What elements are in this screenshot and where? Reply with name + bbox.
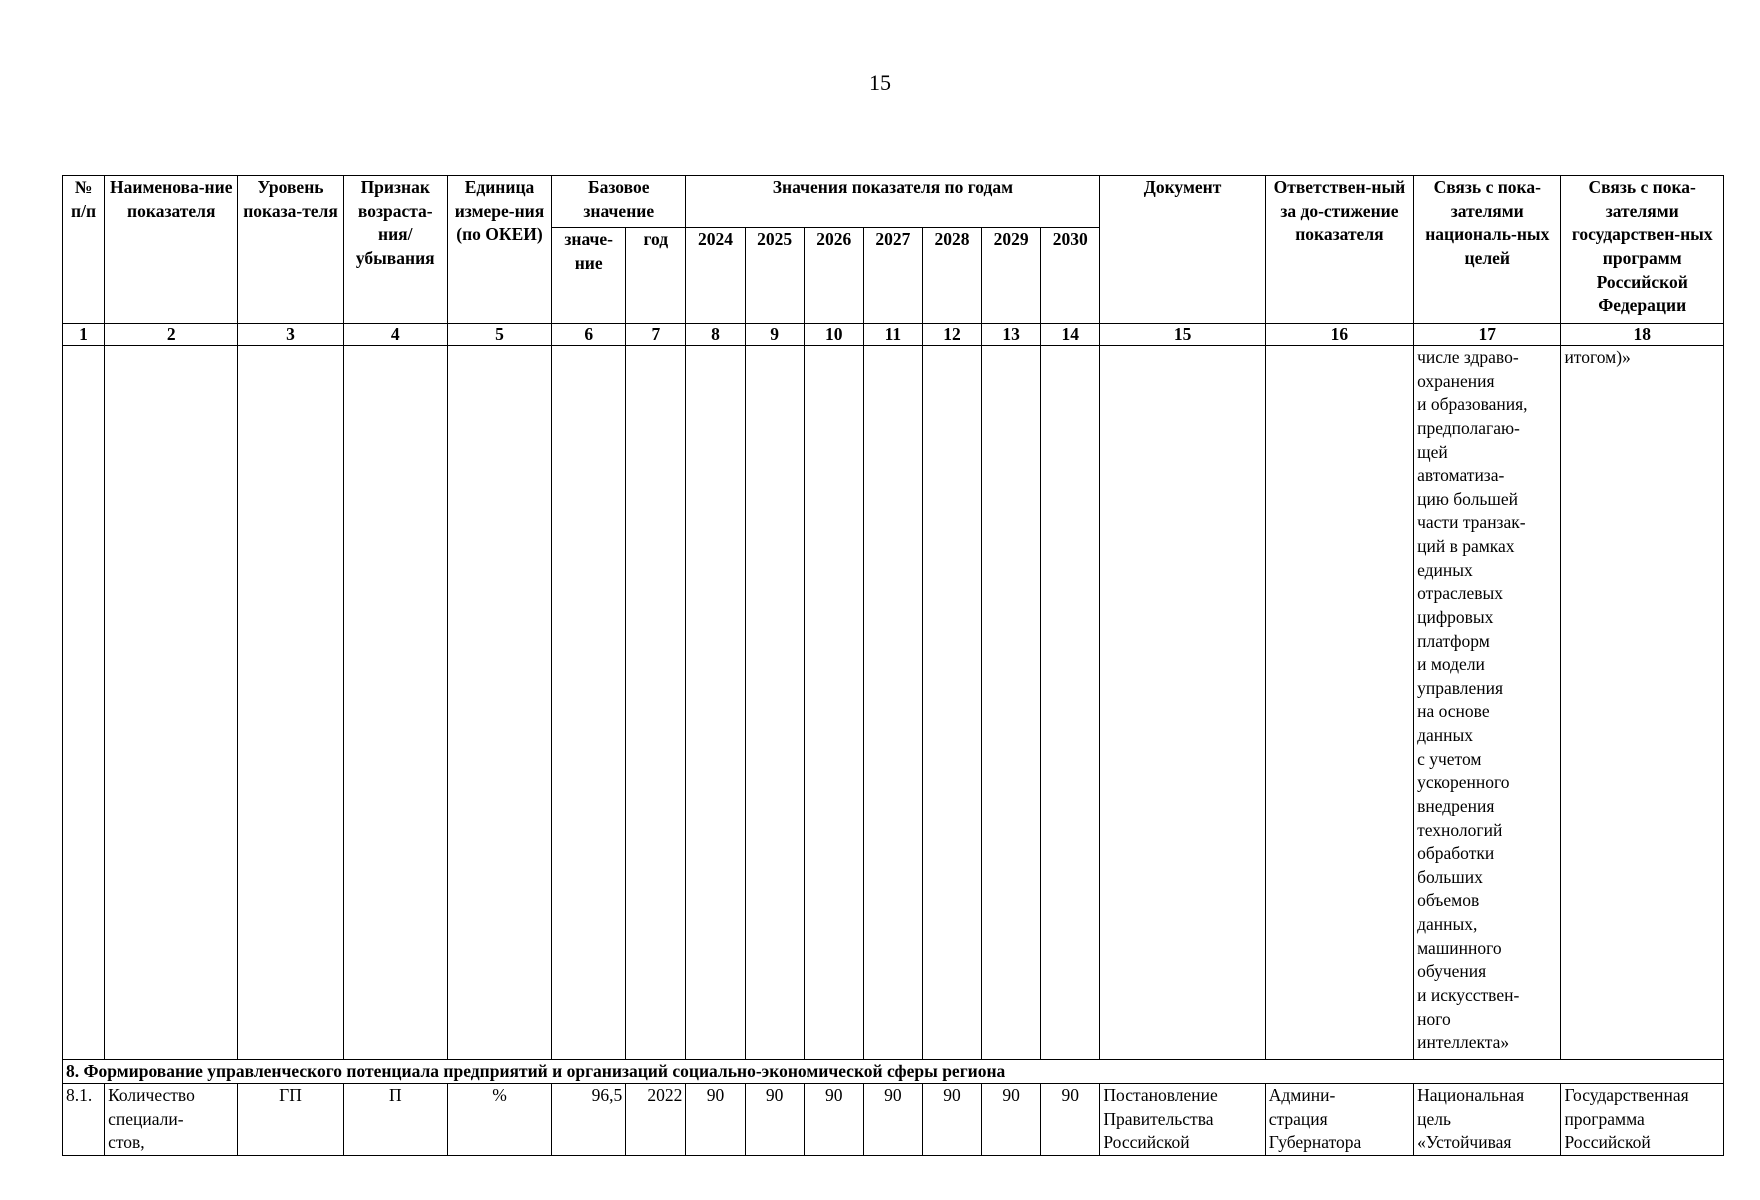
col-number: 3	[238, 324, 343, 346]
col-number: 5	[447, 324, 551, 346]
section-row	[63, 1060, 1724, 1084]
row-national-link: Национальная цель «Устойчивая	[1414, 1084, 1561, 1156]
table-row	[63, 1084, 1724, 1156]
col-number: 7	[626, 324, 686, 346]
row-year-value: 90	[863, 1084, 922, 1156]
col-number: 9	[745, 324, 804, 346]
empty-cell	[626, 346, 686, 1060]
empty-cell	[686, 346, 745, 1060]
col-number: 11	[863, 324, 922, 346]
row-base-year: 2022	[626, 1084, 686, 1156]
header-level: Уровень показа-теля	[238, 176, 343, 324]
header-year-2030: 2030	[1041, 228, 1100, 324]
header-national: Связь с пока-зателями националь-ных целей	[1414, 176, 1561, 324]
header-years-group: Значения показателя по годам	[686, 176, 1100, 228]
row-year-value: 90	[1041, 1084, 1100, 1156]
header-year-2027: 2027	[863, 228, 922, 324]
indicators-table	[62, 175, 1724, 1156]
empty-cell	[922, 346, 981, 1060]
empty-cell	[804, 346, 863, 1060]
header-year-2026: 2026	[804, 228, 863, 324]
col-number: 15	[1100, 324, 1265, 346]
row-year-value: 90	[982, 1084, 1041, 1156]
header-year-2028: 2028	[922, 228, 981, 324]
header-sign: Признак возраста-ния/ убывания	[343, 176, 447, 324]
page-number: 15	[869, 70, 891, 95]
header-num: № п/п	[63, 176, 105, 324]
empty-cell	[238, 346, 343, 1060]
empty-cell	[1100, 346, 1265, 1060]
row-year-value: 90	[745, 1084, 804, 1156]
row-name: Количество специали- стов,	[105, 1084, 238, 1156]
row-responsible: Админи- страция Губернатора	[1265, 1084, 1413, 1156]
col-number: 8	[686, 324, 745, 346]
empty-cell	[1041, 346, 1100, 1060]
col-number: 2	[105, 324, 238, 346]
empty-cell	[745, 346, 804, 1060]
row-base-value: 96,5	[552, 1084, 626, 1156]
col-number: 4	[343, 324, 447, 346]
col-number: 1	[63, 324, 105, 346]
empty-cell	[863, 346, 922, 1060]
row-level: ГП	[238, 1084, 343, 1156]
empty-cell	[982, 346, 1041, 1060]
col-number: 12	[922, 324, 981, 346]
col-number: 10	[804, 324, 863, 346]
empty-cell	[447, 346, 551, 1060]
header-state: Связь с пока-зателями государствен-ных программ Российской Федерации	[1561, 176, 1724, 324]
header-base-value: значе-ние	[552, 228, 626, 324]
col-number: 14	[1041, 324, 1100, 346]
header-responsible: Ответствен-ный за до-стижение показателя	[1265, 176, 1413, 324]
header-year-2024: 2024	[686, 228, 745, 324]
header-document: Документ	[1100, 176, 1265, 324]
col-number: 18	[1561, 324, 1724, 346]
empty-cell	[343, 346, 447, 1060]
national-link-continuation: числе здраво- охранения и образования, предполагаю- щей автоматиза- цию большей части транзак- ций в рамках единых отраслевых цифровых платформ и модели управления на основе данных с учетом ускоренного внедрения технологий обработки больших объемов данных, машинного обучения и искусствен- ного интеллекта»	[1414, 346, 1561, 1060]
col-number: 17	[1414, 324, 1561, 346]
header-base: Базовое значение	[552, 176, 686, 228]
empty-cell	[63, 346, 105, 1060]
header-name: Наименова-ние показателя	[105, 176, 238, 324]
row-year-value: 90	[804, 1084, 863, 1156]
state-link-continuation: итогом)»	[1561, 346, 1724, 1060]
row-sign: П	[343, 1084, 447, 1156]
col-number: 6	[552, 324, 626, 346]
empty-cell	[105, 346, 238, 1060]
col-number: 16	[1265, 324, 1413, 346]
row-year-value: 90	[686, 1084, 745, 1156]
row-state-link: Государственная программа Российской	[1561, 1084, 1724, 1156]
row-unit: %	[447, 1084, 551, 1156]
header-year-2029: 2029	[982, 228, 1041, 324]
row-num: 8.1.	[63, 1084, 105, 1156]
row-year-value: 90	[922, 1084, 981, 1156]
col-number: 13	[982, 324, 1041, 346]
empty-cell	[552, 346, 626, 1060]
header-unit: Единица измере-ния (по ОКЕИ)	[447, 176, 551, 324]
header-year-2025: 2025	[745, 228, 804, 324]
header-base-year: год	[626, 228, 686, 324]
row-document: Постановление Правительства Российской	[1100, 1084, 1265, 1156]
empty-cell	[1265, 346, 1413, 1060]
continuation-row	[63, 346, 1724, 1060]
column-numbers-row	[63, 324, 1724, 346]
section-title: 8. Формирование управленческого потенциала предприятий и организаций социально-экономической сферы региона	[63, 1060, 1724, 1084]
